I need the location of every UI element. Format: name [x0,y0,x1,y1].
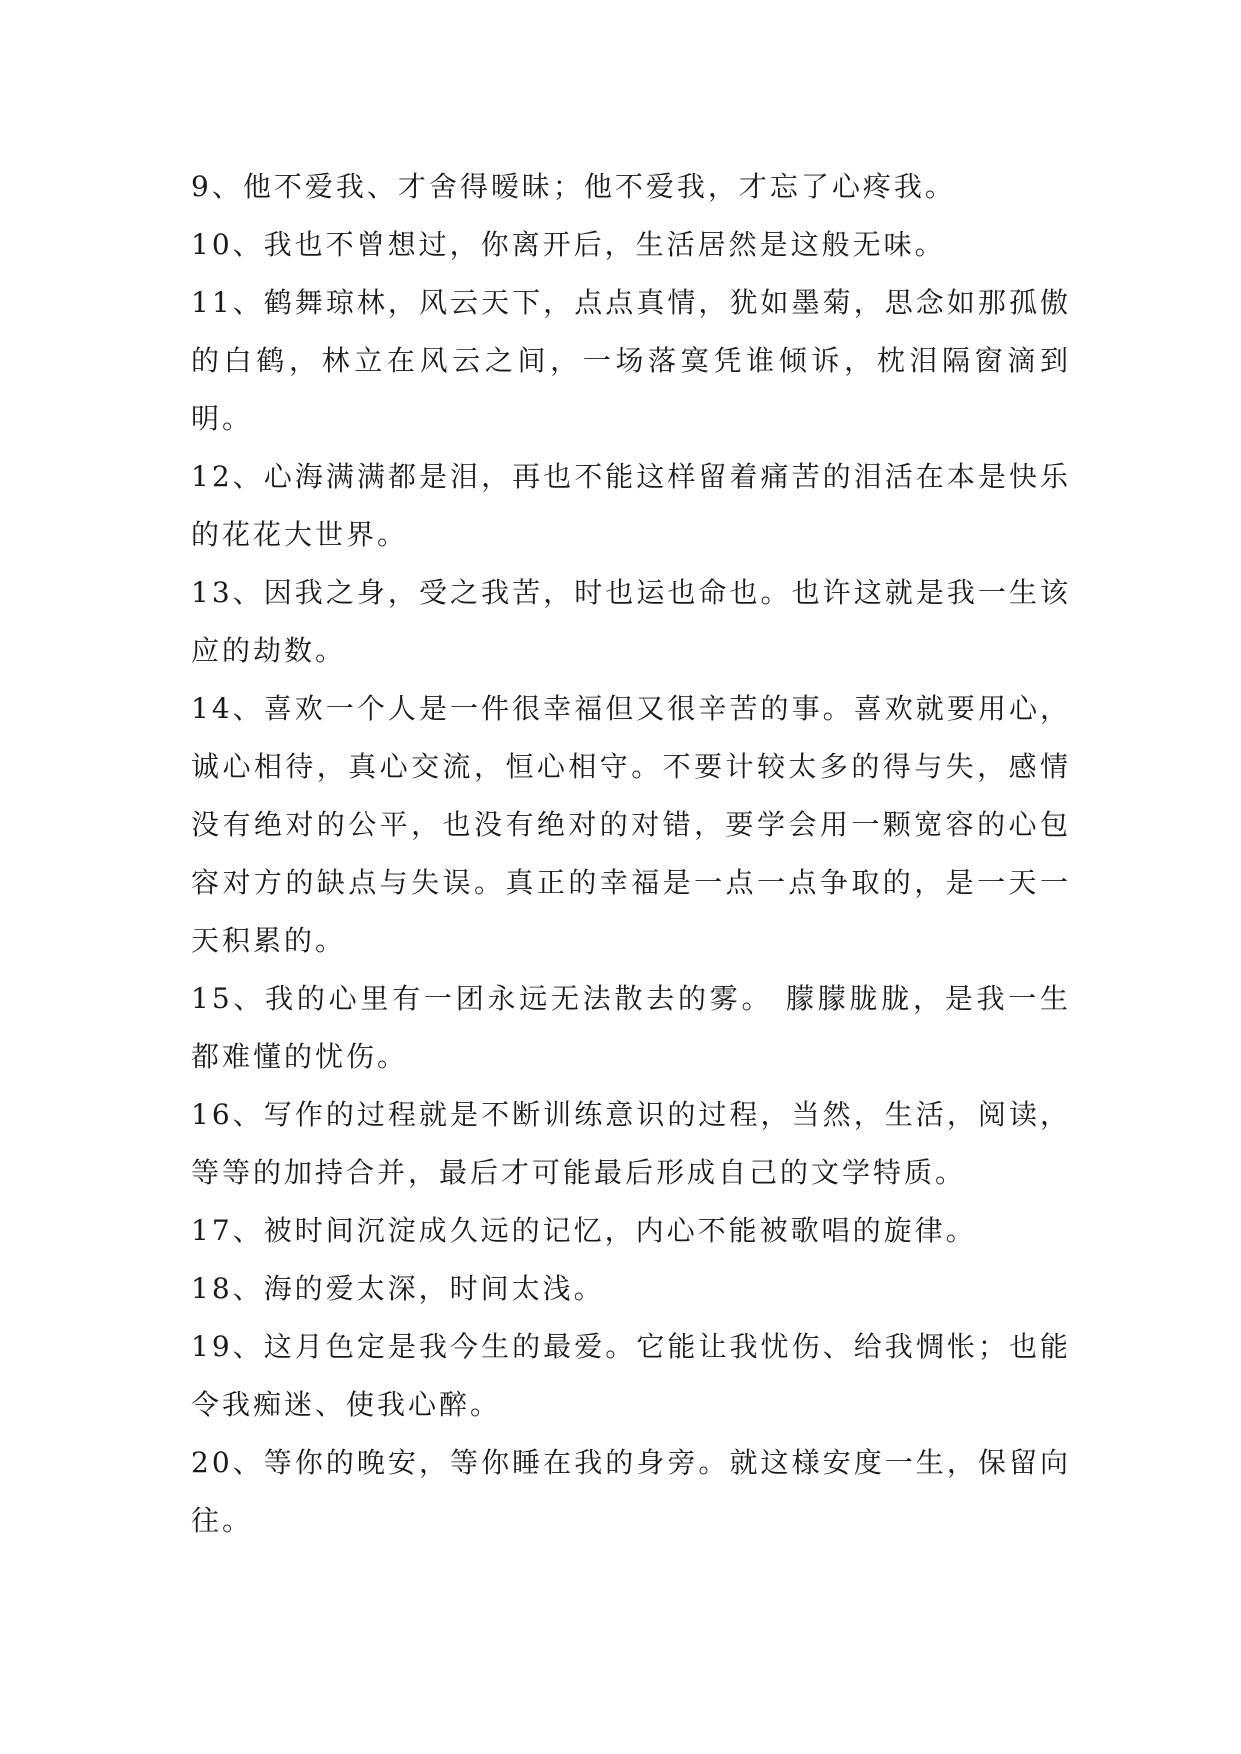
document-body [191,158,1071,1550]
list-item: 18、海的爱太深，时间太浅。 [191,1272,605,1305]
list-item: 11、鹤舞琼林，风云天下，点点真情，犹如墨菊，思念如那孤傲的白鹤，林立在风云之间，一场落寞凭谁倾诉，枕泪隔窗滴到明。 [191,286,1071,435]
list-item: 19、这月色定是我今生的最爱。它能让我忧伤、给我惆怅；也能令我痴迷、使我心醉。 [191,1330,1071,1421]
list-item: 15、我的心里有一团永远无法散去的雾。 朦朦胧胧，是我一生都难懂的忧伤。 [191,982,1071,1073]
list-item: 9、他不爱我、才舍得暧昧；他不爱我，才忘了心疼我。 [191,170,956,203]
list-item: 17、被时间沉淀成久远的记忆，内心不能被歌唱的旋律。 [191,1214,977,1247]
list-item: 20、等你的晚安，等你睡在我的身旁。就这様安度一生，保留向往。 [191,1446,1071,1537]
list-item: 10、我也不曾想过，你离开后，生活居然是这般无味。 [191,228,946,261]
list-item: 14、喜欢一个人是一件很幸福但又很辛苦的事。喜欢就要用心，诚心相待，真心交流，恒心相守。不要计较太多的得与失，感情没有绝对的公平，也没有绝对的对错，要学会用一颗宽容的心包容对方的缺点与失误。真正的幸福是一点一点争取的，是一天一天积累的。 [191,692,1071,957]
list-item: 16、写作的过程就是不断训练意识的过程，当然，生活，阅读，等等的加持合并，最后才可能最后形成自己的文学特质。 [191,1098,1071,1189]
list-item: 13、因我之身，受之我苦，时也运也命也。也许这就是我一生该应的劫数。 [191,576,1071,667]
list-item: 12、心海满满都是泪，再也不能这样留着痛苦的泪活在本是快乐的花花大世界。 [191,460,1071,551]
